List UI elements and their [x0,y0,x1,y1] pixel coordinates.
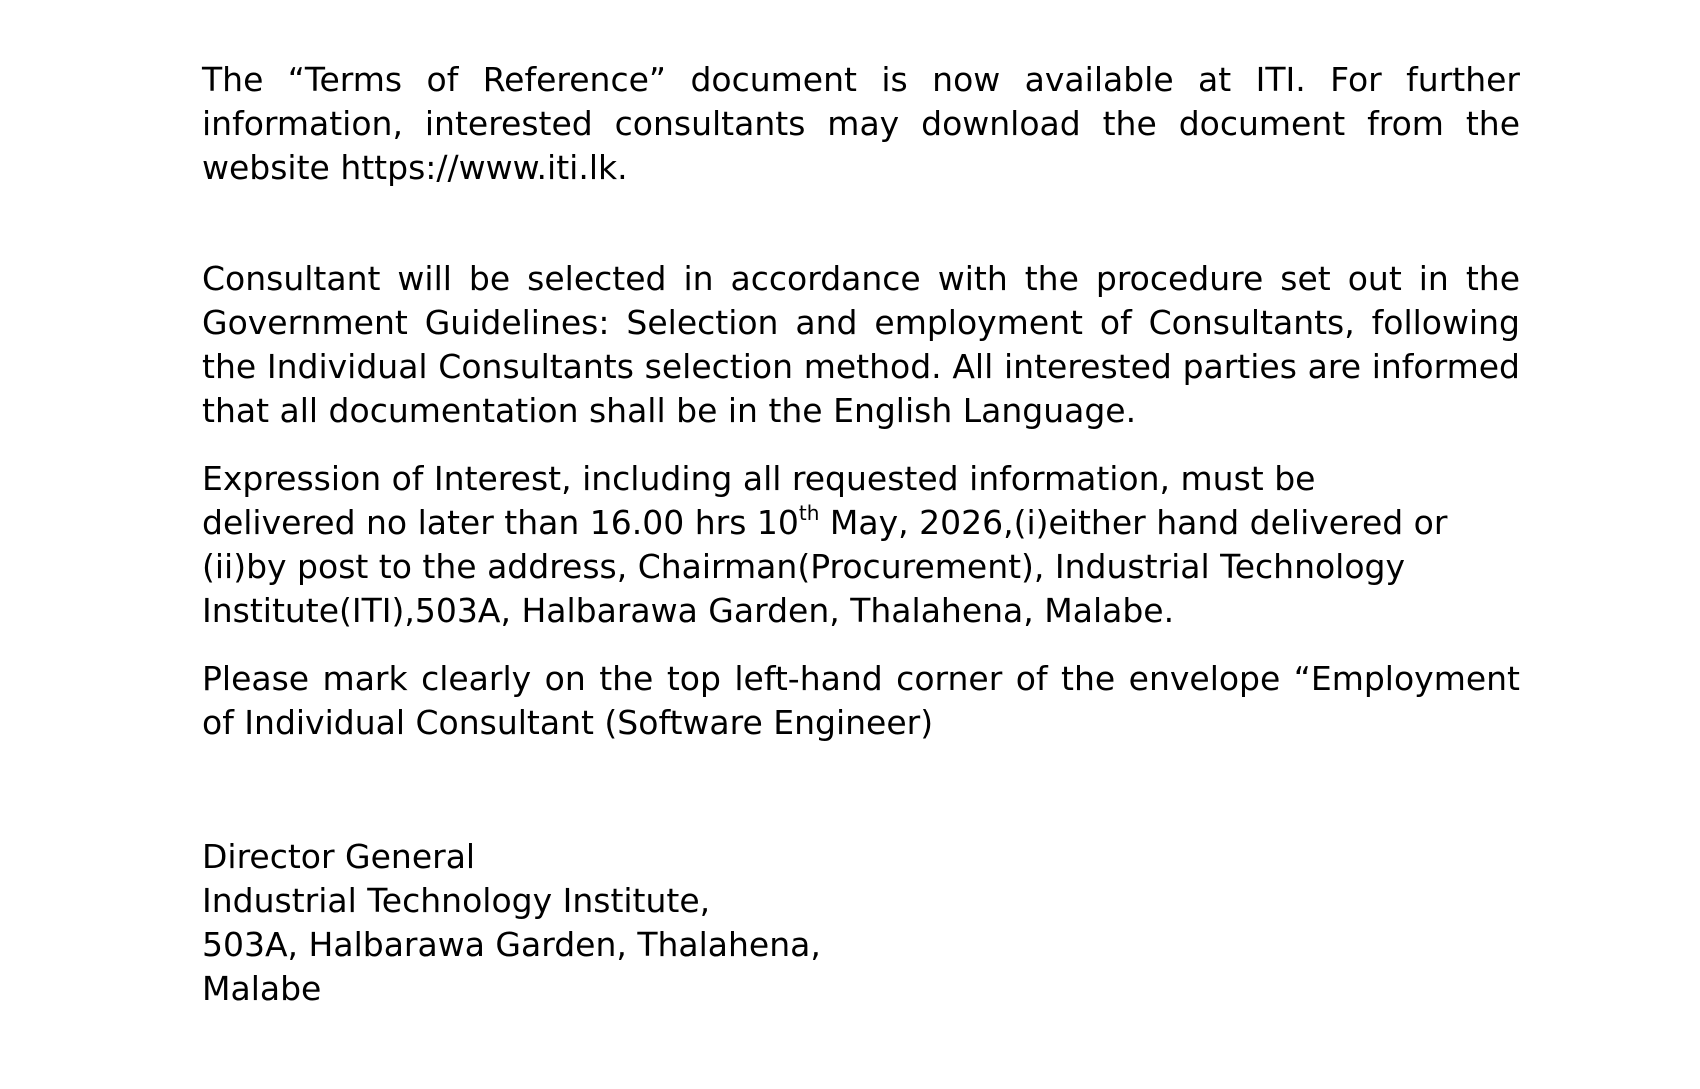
signature-block [202,835,1520,1011]
signature-title: Director General [202,837,476,876]
envelope-marking-paragraph: Please mark clearly on the top left-hand corner of the envelope “Employment of Individual Consultant (Software Engineer) [202,659,1520,742]
date-ordinal-suffix: th [798,501,820,525]
selection-procedure-paragraph: Consultant will be selected in accordance with the procedure set out in the Government Guidelines: Selection and employment of Consultants, following the Individual Consultants selection method. All interested parties are informed that all documentation shall be in the English Language. [202,259,1520,430]
submission-line-2 [202,501,1520,545]
submission-line-1: Expression of Interest, including all requested information, must be [202,459,1316,498]
signature-city: Malabe [202,969,322,1008]
submission-delivery-text: May, 2026,(i)either hand delivered or [819,503,1448,542]
submission-line-4: Institute(ITI),503A, Halbarawa Garden, Thalahena, Malabe. [202,591,1175,630]
submission-deadline-text: delivered no later than 16.00 hrs 10 [202,503,799,542]
signature-organization: Industrial Technology Institute, [202,881,711,920]
signature-address: 503A, Halbarawa Garden, Thalahena, [202,925,821,964]
terms-of-reference-paragraph: The “Terms of Reference” document is now available at ITI. For further information, interested consultants may download the document from the website https://www.iti.lk. [202,60,1520,187]
document-page [202,58,1520,1011]
submission-paragraph [202,457,1520,633]
submission-line-3: (ii)by post to the address, Chairman(Procurement), Industrial Technology [202,547,1406,586]
